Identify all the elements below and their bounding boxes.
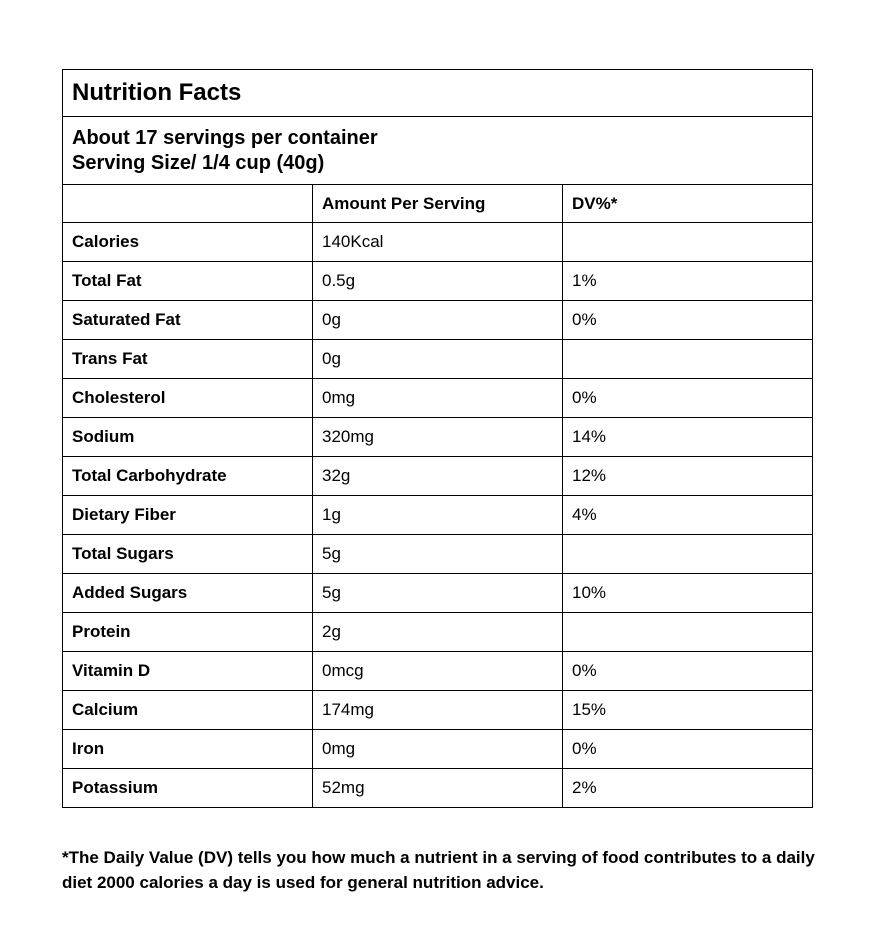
nutrient-dv: 15% [563, 691, 813, 730]
nutrient-dv: 2% [563, 769, 813, 808]
nutrient-amount: 0g [313, 340, 563, 379]
nutrient-amount: 32g [313, 457, 563, 496]
nutrient-amount: 1g [313, 496, 563, 535]
table-row [63, 379, 813, 418]
table-row [63, 730, 813, 769]
table-row [63, 418, 813, 457]
nutrient-name: Calories [63, 223, 313, 262]
servings-row [63, 117, 813, 185]
nutrient-amount: 0mg [313, 730, 563, 769]
nutrient-amount: 2g [313, 613, 563, 652]
nutrition-facts-title: Nutrition Facts [63, 70, 813, 117]
nutrient-dv: 4% [563, 496, 813, 535]
serving-size: Serving Size/ 1/4 cup (40g) [72, 151, 325, 174]
nutrient-dv: 0% [563, 301, 813, 340]
column-header-row [63, 185, 813, 223]
servings-info [63, 117, 813, 185]
table-row [63, 262, 813, 301]
nutrient-name: Protein [63, 613, 313, 652]
nutrient-dv: 10% [563, 574, 813, 613]
nutrient-dv: 0% [563, 379, 813, 418]
column-header-nutrient [63, 185, 313, 223]
table-row [63, 613, 813, 652]
table-row [63, 301, 813, 340]
nutrient-amount: 5g [313, 574, 563, 613]
nutrient-name: Vitamin D [63, 652, 313, 691]
table-row [63, 496, 813, 535]
nutrient-dv [563, 613, 813, 652]
table-row [63, 535, 813, 574]
nutrient-name: Cholesterol [63, 379, 313, 418]
nutrient-name: Total Fat [63, 262, 313, 301]
column-header-dv: DV%* [563, 185, 813, 223]
nutrient-dv: 1% [563, 262, 813, 301]
nutrient-dv: 14% [563, 418, 813, 457]
nutrient-amount: 140Kcal [313, 223, 563, 262]
table-row [63, 457, 813, 496]
nutrient-dv: 0% [563, 730, 813, 769]
nutrient-amount: 174mg [313, 691, 563, 730]
nutrient-name: Calcium [63, 691, 313, 730]
daily-value-footnote: *The Daily Value (DV) tells you how much a nutrient in a serving of food contributes to a daily diet 2000 calories a day is used for general nutrition advice. [62, 848, 815, 892]
nutrient-amount: 0g [313, 301, 563, 340]
table-row [63, 769, 813, 808]
nutrient-dv: 12% [563, 457, 813, 496]
table-row [63, 223, 813, 262]
nutrition-facts-table [62, 69, 813, 808]
table-row [63, 340, 813, 379]
nutrient-name: Total Carbohydrate [63, 457, 313, 496]
nutrient-name: Added Sugars [63, 574, 313, 613]
nutrient-dv: 0% [563, 652, 813, 691]
nutrient-name: Sodium [63, 418, 313, 457]
title-row [63, 70, 813, 117]
table-row [63, 652, 813, 691]
table-row [63, 574, 813, 613]
servings-per-container: About 17 servings per container [72, 126, 378, 149]
nutrient-name: Total Sugars [63, 535, 313, 574]
nutrient-amount: 52mg [313, 769, 563, 808]
nutrient-amount: 0.5g [313, 262, 563, 301]
nutrient-name: Potassium [63, 769, 313, 808]
column-header-amount: Amount Per Serving [313, 185, 563, 223]
nutrient-name: Dietary Fiber [63, 496, 313, 535]
nutrient-amount: 0mg [313, 379, 563, 418]
nutrient-name: Saturated Fat [63, 301, 313, 340]
table-row [63, 691, 813, 730]
nutrient-dv [563, 535, 813, 574]
nutrient-amount: 5g [313, 535, 563, 574]
nutrient-name: Iron [63, 730, 313, 769]
nutrient-amount: 320mg [313, 418, 563, 457]
nutrient-dv [563, 223, 813, 262]
nutrient-name: Trans Fat [63, 340, 313, 379]
nutrient-amount: 0mcg [313, 652, 563, 691]
nutrient-dv [563, 340, 813, 379]
